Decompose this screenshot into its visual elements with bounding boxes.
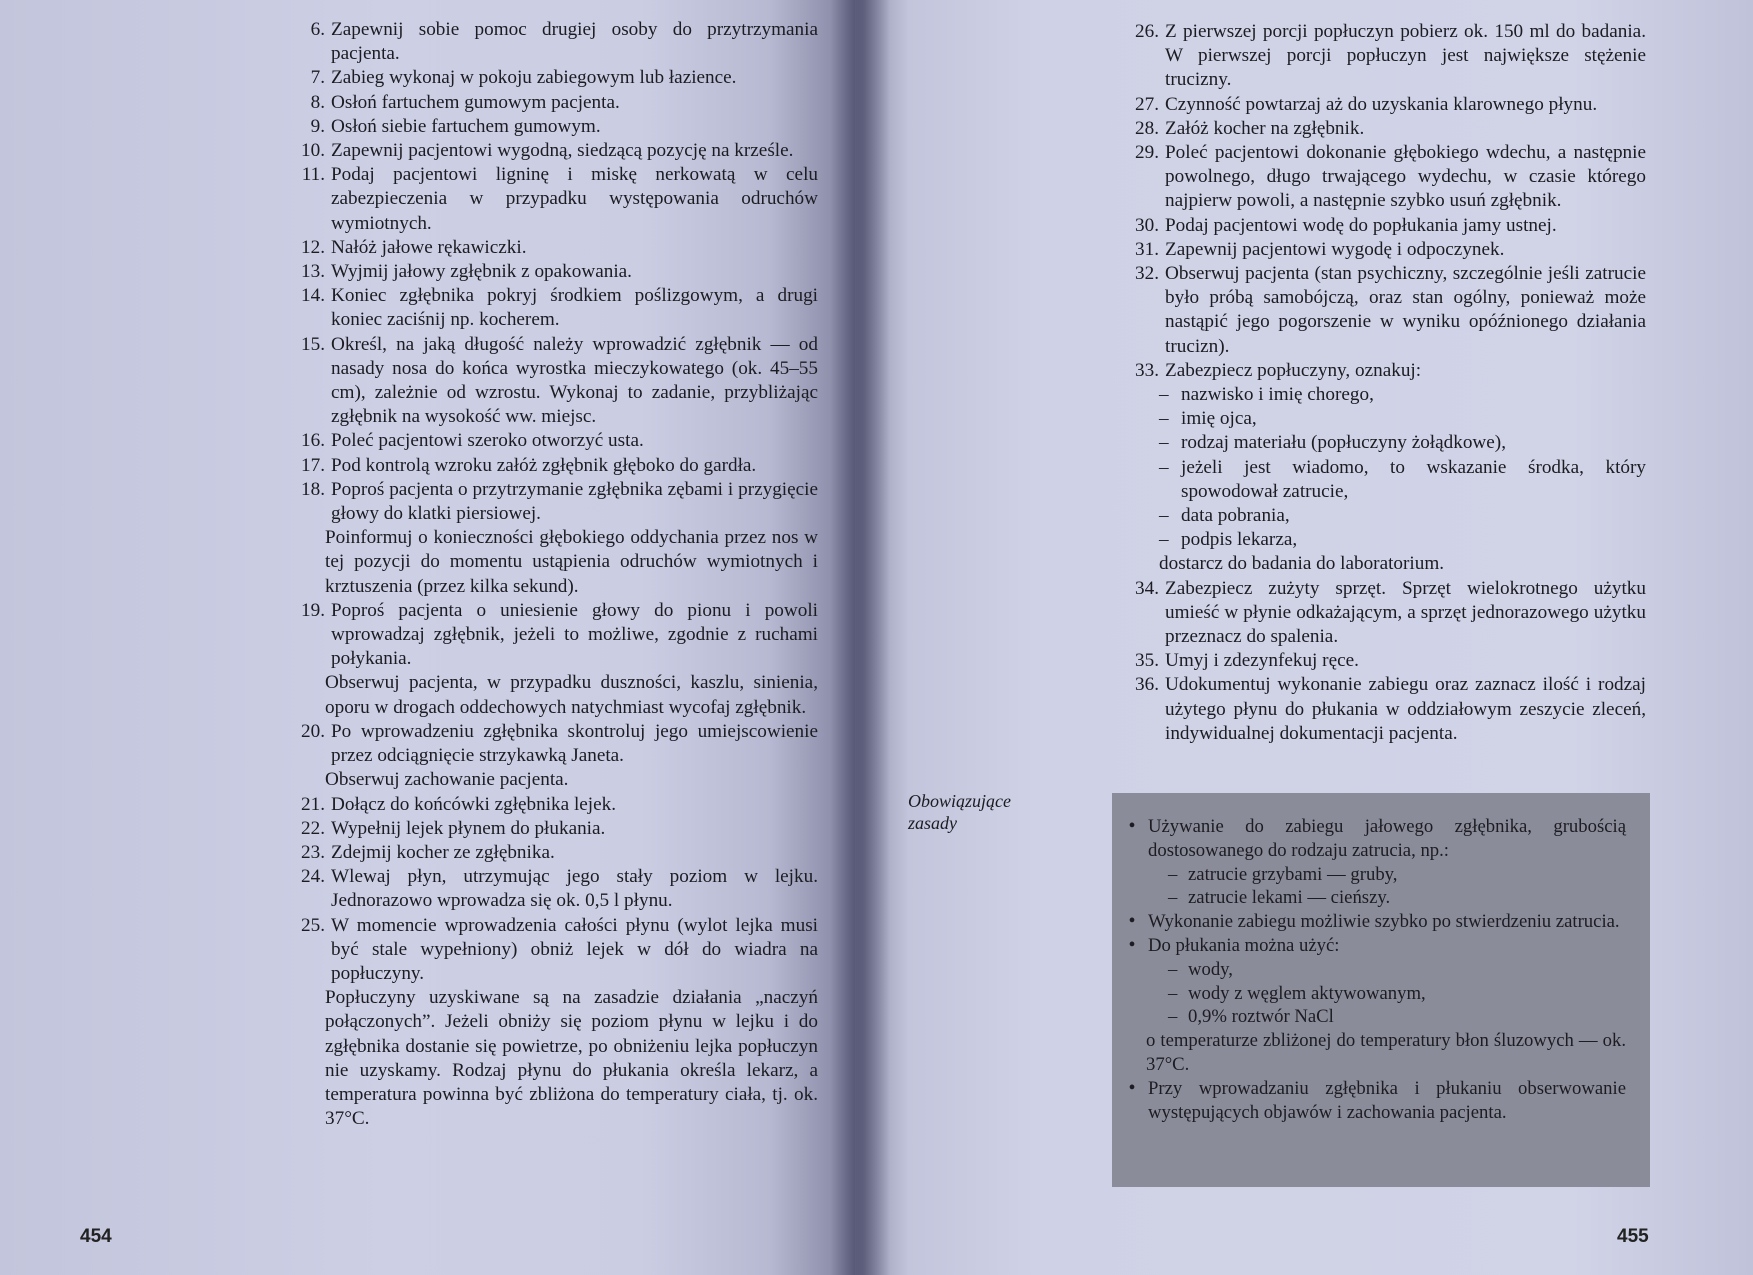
list-item: 36. Udokumentuj wykonanie zabiegu oraz zaznacz ilość i rodzaj użytego płynu do płukania w oddziałowym zeszycie zleceń, indywidualnej dokumentacji pacjenta. — [1135, 674, 1646, 744]
bullet-icon: • — [1128, 1076, 1136, 1099]
rules-list — [1116, 815, 1626, 1124]
list-item: 12. Nałóż jałowe rękawiczki. — [301, 236, 527, 258]
list-item: 17. Pod kontrolą wzroku załóż zgłębnik głęboko do gardła. — [301, 454, 757, 476]
left-procedure-list — [278, 18, 818, 1131]
list-item: 35. Umyj i zdezynfekuj ręce. — [1135, 650, 1359, 672]
list-item: 18. Poproś pacjenta o przytrzymanie zgłębnika zębami i przygięcie głowy do klatki piersiowej. — [301, 478, 818, 525]
rules-continuation: o temperaturze zbliżonej do temperatury błon śluzowych — ok. 37°C. — [1146, 1030, 1626, 1075]
list-item: 6. Zapewnij sobie pomoc drugiej osoby do przytrzymania pacjenta. — [310, 19, 818, 65]
dash-item: – 0,9% roztwór NaCl — [1168, 1006, 1334, 1028]
list-item: 33. Zabezpiecz popłuczyny, oznakuj: — [1135, 359, 1422, 381]
list-item-continuation: Obserwuj zachowanie pacjenta. — [325, 769, 569, 791]
list-item: 15. Określ, na jaką długość należy wprowadzić zgłębnik — od nasady nosa do końca wyrostka mieczykowatego (ok. 45–55 cm), zależnie od wzrostu. Wykonaj to zadanie, przybliżając zgłębnik na wysokość ww. miejsc. — [301, 333, 818, 428]
list-item: 16. Poleć pacjentowi szeroko otworzyć usta. — [301, 430, 644, 452]
list-item: 31. Zapewnij pacjentowi wygodę i odpoczynek. — [1135, 238, 1505, 260]
list-item: 13. Wyjmij jałowy zgłębnik z opakowania. — [301, 261, 632, 283]
list-item: 32. Obserwuj pacjenta (stan psychiczny, szczególnie jeśli zatrucie było próbą samobójczą, oraz stan ogólny, ponieważ może nastąpić jego pogorszenie w wyniku opóźnionego działania trucizn). — [1135, 263, 1646, 357]
dash-item: – jeżeli jest wiadomo, to wskazanie środka, który spowodował zatrucie, — [1159, 456, 1646, 502]
list-item: 22. Wypełnij lejek płynem do płukania. — [301, 817, 606, 839]
list-item: 29. Poleć pacjentowi dokonanie głębokiego wdechu, a następnie powolnego, długo trwającego wydechu, w czasie którego najpierw powoli, a następnie szybko usuń zgłębnik. — [1135, 142, 1646, 212]
dash-item: – rodzaj materiału (popłuczyny żołądkowe), — [1159, 432, 1506, 454]
list-item: 11. Podaj pacjentowi ligninę i miskę nerkowatą w celu zabezpieczenia w przypadku występowania odruchów wymiotnych. — [301, 164, 818, 234]
dash-item: – zatrucie lekami — cieńszy. — [1168, 887, 1391, 909]
list-item: 26. Z pierwszej porcji popłuczyn pobierz ok. 150 ml do badania. W pierwszej porcji popłuczyn jest największe stężenie trucizny. — [1135, 21, 1646, 91]
list-item: 30. Podaj pacjentowi wodę do popłukania jamy ustnej. — [1135, 214, 1557, 236]
right-procedure-list — [1112, 20, 1646, 746]
bullet-icon: • — [1128, 815, 1136, 837]
list-item: 10. Zapewnij pacjentowi wygodną, siedzącą pozycję na krześle. — [301, 140, 794, 162]
bullet-icon: • — [1128, 910, 1136, 933]
list-item: 23. Zdejmij kocher ze zgłębnika. — [301, 841, 555, 863]
list-item-continuation: Obserwuj pacjenta, w przypadku duszności, kaszlu, sinienia, oporu w drogach oddechowych natychmiast wycofaj zgłębnik. — [325, 672, 818, 718]
dash-item: – podpis lekarza, — [1159, 529, 1298, 551]
list-item: 19. Poproś pacjenta o uniesienie głowy do pionu i powoli wprowadzaj zgłębnik, jeżeli to możliwe, zgodnie z ruchami połykania. — [301, 599, 818, 670]
list-item: 28. Załóż kocher na zgłębnik. — [1135, 117, 1365, 139]
page-number-left: 454 — [80, 1226, 112, 1247]
list-item: 9. Osłoń siebie fartuchem gumowym. — [310, 115, 601, 137]
list-item: 8. Osłoń fartuchem gumowym pacjenta. — [310, 91, 620, 113]
rules-bullet: • Używanie do zabiegu jałowego zgłębnika, grubością dostosowanego do rodzaju zatrucia, np.: — [1116, 815, 1626, 863]
list-item: 7. Zabieg wykonaj w pokoju zabiegowym lub łazience. — [310, 67, 737, 89]
rules-bullet: • Wykonanie zabiegu możliwie szybko po stwierdzeniu zatrucia. — [1116, 910, 1626, 934]
page-number-right: 455 — [1617, 1226, 1649, 1247]
list-item-continuation: dostarcz do badania do laboratorium. — [1159, 553, 1445, 575]
dash-item: – zatrucie grzybami — gruby, — [1168, 863, 1398, 885]
rules-bullet: • Do płukania można użyć: — [1116, 934, 1626, 958]
dash-item: – imię ojca, — [1159, 408, 1257, 430]
book-gutter — [830, 0, 890, 1275]
list-item: 14. Koniec zgłębnika pokryj środkiem poślizgowym, a drugi koniec zaciśnij np. kocherem. — [301, 285, 818, 331]
dash-item: – wody z węglem aktywowanym, — [1168, 982, 1426, 1004]
rules-bullet: • Przy wprowadzaniu zgłębnika i płukaniu obserwowanie występujących objawów i zachowania pacjenta. — [1116, 1077, 1626, 1125]
list-item: 25. W momencie wprowadzenia całości płynu (wylot lejka musi być stale wypełniony) obniż lejek w dół do wiadra na popłuczyny. — [301, 914, 818, 984]
list-item: 20. Po wprowadzeniu zgłębnika skontroluj jego umiejscowienie przez odciągnięcie strzykawką Janeta. — [301, 720, 818, 767]
list-item-continuation: Poinformuj o konieczności głębokiego oddychania przez nos w tej pozycji do momentu ustąpienia odruchów wymiotnych i krztuszenia (przez kilka sekund). — [325, 527, 818, 597]
list-item: 27. Czynność powtarzaj aż do uzyskania klarownego płynu. — [1135, 93, 1598, 115]
list-item-continuation: Popłuczyny uzyskiwane są na zasadzie działania „naczyń połączonych”. Jeżeli obniży się poziom płynu w lejku i do zgłębnika dostanie się powietrze, po obniżeniu lejka popłuczyn nie uzyskamy. Rodzaj płynu do płukania określa lekarz, a temperatura powinna być zbliżona do temperatury ciała, tj. ok. 37°C. — [325, 987, 818, 1130]
list-item: 24. Wlewaj płyn, utrzymując jego stały poziom w lejku. Jednorazowo wprowadza się ok. 0,5 l płynu. — [301, 866, 818, 912]
dash-item: – wody, — [1168, 958, 1233, 980]
dash-item: – data pobrania, — [1159, 505, 1290, 527]
dash-item: – nazwisko i imię chorego, — [1159, 384, 1374, 406]
bullet-icon: • — [1128, 933, 1136, 956]
list-item: 21. Dołącz do końcówki zgłębnika lejek. — [301, 793, 617, 815]
rules-side-label: Obowiązujące zasady — [908, 791, 1011, 833]
list-item: 34. Zabezpiecz zużyty sprzęt. Sprzęt wielokrotnego użytku umieść w płynie odkażającym, a sprzęt jednorazowego użytku przeznacz do spalenia. — [1135, 577, 1646, 648]
